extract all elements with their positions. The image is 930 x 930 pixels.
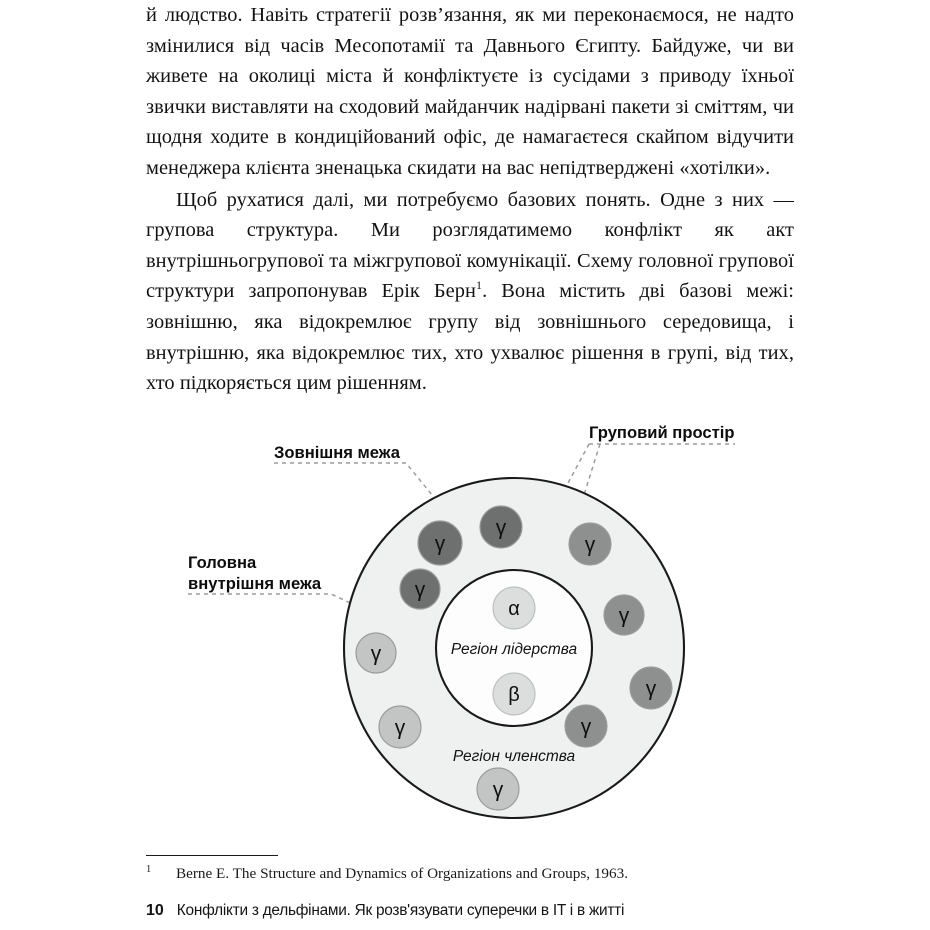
- member-node-9-glyph: γ: [580, 715, 592, 739]
- footnote-separator-rule: [146, 855, 278, 856]
- member-node-5: [604, 595, 644, 635]
- running-footer: [146, 902, 846, 920]
- beta-node-glyph: β: [508, 684, 520, 706]
- member-node-6-glyph: γ: [370, 642, 382, 666]
- member-node-1-glyph: γ: [434, 532, 446, 556]
- beta-node: [493, 673, 535, 715]
- member-node-7-glyph: γ: [645, 677, 657, 701]
- membership-region-label: Регіон членства: [452, 748, 576, 765]
- paragraph-2-text-after-footnote-ref: . Вона містить дві базові межі: зовнішню, яка відокремлює групу від зовнішнього середовища, і внутрішню, яка відокремлює тих, хто ухвалює рішення в групі, від тих, хто підкоряється цим рішенням.: [146, 280, 794, 395]
- main-inner-boundary-label-line2: внутрішня межа: [188, 574, 322, 593]
- running-title: Конфлікти з дельфінами. Як розв'язувати суперечки в IT і в житті: [176, 902, 625, 919]
- page-number: 10: [146, 902, 164, 919]
- alpha-node-glyph: α: [508, 598, 520, 620]
- footnote-reference-marker[interactable]: 1: [476, 278, 483, 293]
- member-node-5-glyph: γ: [618, 604, 630, 628]
- member-node-10: [477, 768, 519, 810]
- member-node-2-glyph: γ: [495, 516, 507, 540]
- member-node-4-glyph: γ: [414, 578, 426, 602]
- member-node-3: [569, 523, 611, 565]
- member-node-10-glyph: γ: [492, 778, 504, 802]
- member-node-8: [379, 706, 421, 748]
- group-space-label: Груповий простір: [589, 423, 735, 442]
- paragraph-continuation: й людство. Навіть стратегії розв’язання, як ми переконаємося, не надто змінилися від часів Месопотамії та Давнього Єгипту. Байдуже, чи ви живете на околиці міста й конфліктуєте із сусідами з приводу їхньої звички виставляти на сходовий майданчик надірвані пакети зі сміттям, чи щодня ходите в кондиційований офіс, де намагаєтеся скайпом відучити менеджера клієнта зненацька скидати на вас непідтверджені «хотілки».: [146, 4, 794, 179]
- group-structure-diagram: [0, 400, 930, 840]
- member-node-6: [356, 633, 396, 673]
- paragraph-group-structure: [146, 185, 794, 399]
- leader-line-outer-boundary: [274, 463, 437, 501]
- outer-boundary-label: Зовнішня межа: [274, 443, 400, 462]
- member-node-8-glyph: γ: [394, 716, 406, 740]
- main-inner-boundary-label-line1: Головна: [188, 553, 257, 572]
- member-node-9: [565, 705, 607, 747]
- alpha-node: [493, 587, 535, 629]
- paragraph-2-text-before-footnote-ref: Щоб рухатися далі, ми потребуємо базових понять. Одне з них — групова структура. Ми розглядатимемо конфлікт як акт внутрішньогрупової та міжгрупової комунікації. Схему головної групової структури запропонував Ерік Берн: [146, 188, 794, 303]
- member-node-4: [400, 569, 440, 609]
- body-text-block: [146, 0, 794, 399]
- member-node-1: [418, 521, 462, 565]
- leadership-region-label: Регіон лідерства: [450, 641, 578, 658]
- footnote-text: Berne E. The Structure and Dynamics of Organizations and Groups, 1963.: [176, 865, 629, 882]
- footnote: 1 Berne E. The Structure and Dynamics of Organizations and Groups, 1963.: [146, 863, 629, 882]
- member-node-7: [630, 667, 672, 709]
- member-node-3-glyph: γ: [584, 533, 596, 557]
- member-node-2: [480, 506, 522, 548]
